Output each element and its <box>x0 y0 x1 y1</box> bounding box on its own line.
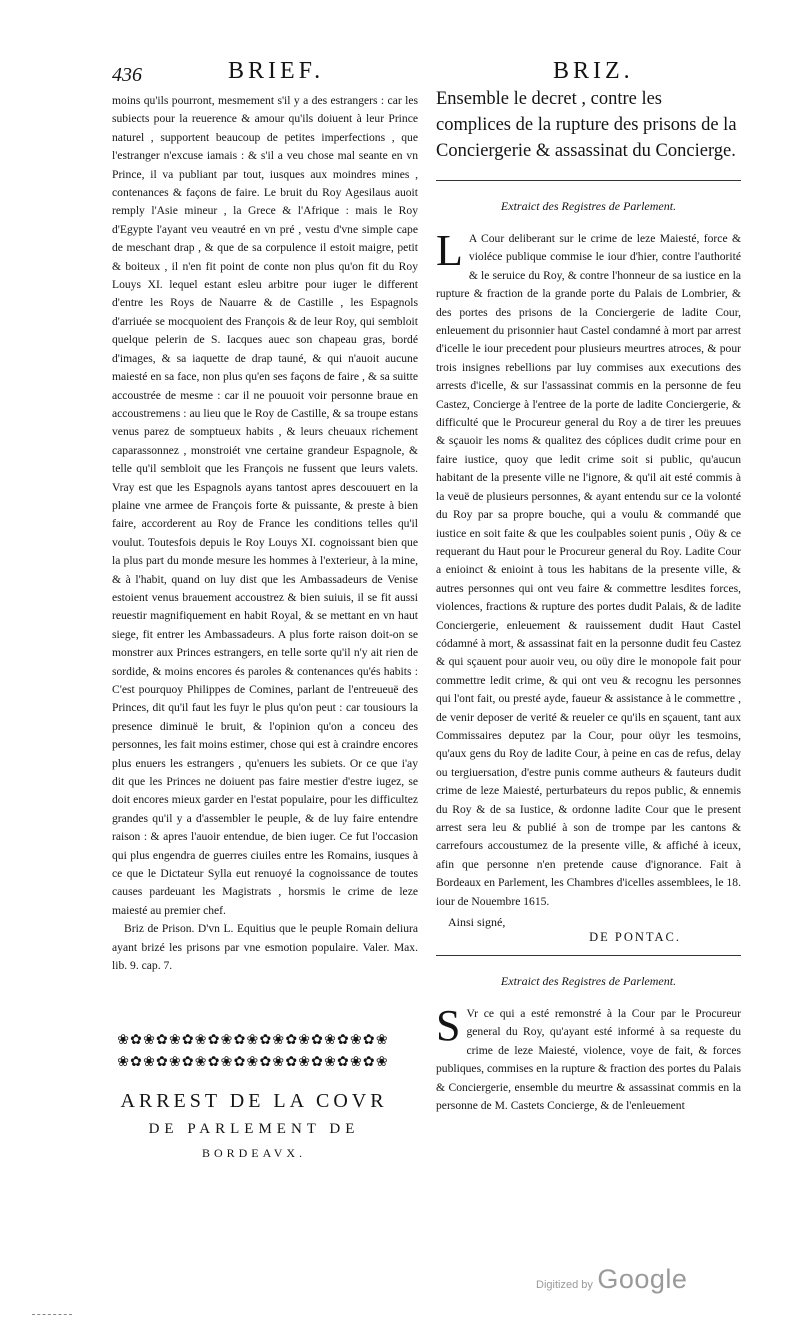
dropcap-letter-2: S <box>436 1001 461 1051</box>
running-head-left: BRIEF. <box>228 58 325 84</box>
google-logo: Google <box>597 1264 688 1294</box>
running-head-right: BRIZ. <box>553 58 634 84</box>
signed-label: Ainsi signé, <box>448 915 506 930</box>
left-paragraph-main: moins qu'ils pourront, mesmement s'il y a des estrangers : car les subiects pour la reuerence & amour qu'ils doiuent à leur Prince naturel , supportent beaucoup de petites imperfections , que l'estranger n'excuse iamais : & s'il a veu chose mal seante en vn Prince, il va publiant par tout, iusques aux moindres mines , contenances & façons de faire. Le bruit du Roy Agesilaus auoit remply l'Asie mineur , la Grece & l'Afrique : mais le Roy d'Egypte l'ayant veu veautré en vn pré , vestu d'vne simple cape de meschant drap , & que de sa corpulence il estoit maigre, petit & boiteux , il n'en fit point de conte non plus qu'on fit du Roy Louys XI. lequel estant esleu arbitre pour iuger le different d'entre les Roys de Nauarre & de Castille , les Espagnols d'arriuée se mocquoient des François & de leur Roy, qui sembloit quelque pelerin de S. Iacques auec son chapeau gras, bordé d'images, & sa iaquette de drap tauné, & qui n'auoit aucune maiesté en sa face, non plus qu'en ses façons de faire , & sa suitte accoustrée de mesme : car il ne pouuoit voir personne braue en accoustremens : au lieu que le Roy de Castille, & sa troupe estans venus parez de somptueux habits , & leurs cheuaux richement caparassonnez , monstroiét vne certaine grandeur Espagnole, & telle qu'il sembloit que les François ne fussent que leurs valets. Vray est que les Espagnols ayans tantost apres descouuert en la plaine vne armee de François forte & puissante, & preste à bien faire, accorderent au Roy de France les conditions telles qu'il voulut. Toutesfois depuis le Roy Louys XI. cognoissant bien que la plus part du monde mesure les hommes à l'exterieur, à la mine, & à l'habit, quand on luy dist que les Ambassadeurs de Venise estoient venus brauement accoustrez & bien suiuis, il se fit aussi reuestir magnifiquement en habit Royal, & se mettant en vn haut siege, fit entrer les Ambassadeurs. A plus forte raison doit-on se monstrer aux Princes estrangers, en telle sorte qu'il n'y ait rien de sordide, & moins encores és paroles & contenances qu'és habits : C'est pourquoy Philippes de Comines, parlant de l'entreueuë des Princes, dit qu'il faut les fuyr le plus qu'on peut : car tousiours la presence diminuë le bruit, & l'opinion qu'on a conceu des personnes, les fait moins estimer, chose qui est à craindre encores plus enuers les estrangers , qu'enuers les subiets. Or ce que i'ay dit que les Princes ne doiuent pas faire mestier d'estre iugez, se doit encores mieux garder en l'estat populaire, pour les difficultez grandes qu'il y a d'assembler le peuple, & de luy faire entendre raison : & apres l'auoir entendue, de bien iuger. Ce fut l'occasion qui plus engendra de guerres ciuiles entre les Romains, iusques à ce que le Dictateur Sylla eut renuoyé la cognoissance de toutes causes pardeuant les Magistrats , horsmis le crime de leze maiesté au premier chef. <box>112 94 418 917</box>
fleuron-ornament <box>108 1030 398 1076</box>
decree-title: Ensemble le decret , contre les complices de la rupture des prisons de la Conciergerie & assassinat du Concierge. <box>436 89 737 161</box>
right-column <box>436 86 741 1115</box>
edge-dash <box>32 1314 72 1315</box>
watermark-prefix: Digitized by <box>536 1279 593 1291</box>
extrait-heading-1: Extraict des Registres de Parlement. <box>500 199 677 213</box>
dropcap-letter-1: L <box>436 226 463 275</box>
signature: DE PONTAC. <box>589 930 681 945</box>
divider-rule <box>436 180 741 181</box>
page-number: 436 <box>112 64 142 86</box>
left-column <box>112 92 418 976</box>
decree-body-1 <box>436 226 741 911</box>
left-paragraph-briz: Briz de Prison. D'vn L. Equitius que le peuple Romain deliura ayant brizé les prisons par vne esmotion populaire. Valer. Max. lib. 9. cap. 7. <box>112 922 418 973</box>
ornament-row-1: ❀✿❀✿❀✿❀✿❀✿❀✿❀✿❀✿❀✿❀✿❀ <box>117 1033 389 1048</box>
arrest-title-line-2: DE PARLEMENT DE <box>148 1121 360 1137</box>
ornament-row-2: ❀✿❀✿❀✿❀✿❀✿❀✿❀✿❀✿❀✿❀✿❀ <box>117 1055 389 1070</box>
arrest-title-line-1: ARREST DE LA COVR <box>120 1090 388 1112</box>
divider-rule-2 <box>436 955 741 956</box>
arrest-title-line-3: BORDEAVX. <box>201 1146 307 1160</box>
extrait-heading-2: Extraict des Registres de Parlement. <box>500 974 677 989</box>
decree-body-2 <box>436 1001 741 1115</box>
decree-text-1: A Cour deliberant sur le crime de leze Maiesté, force & violéce publique commise le iour d'hier, contre l'authorité & le seruice du Roy, & contre l'honneur de sa iustice en la rupture & fraction de la grande porte du Palais de Lombrier, & des portes des prisons de la Conciergerie de ladite Cour, enleuement du prisonnier haut Castel condamné à mort par arrest d'icelle le iour precedent pour plusieurs meurtres atroces, & pour trois insignes rebellions par luy commises aux executions des arrests d'icelle, & sur l'assassinat commis en la personne de feu Castez, Concierge à l'entree de la porte de ladite Conciergerie, & difficulté que le Procureur general du Roy a de tirer les preuues & sçauoir les noms & qualitez des cóplices dudit crime pour en faire iustice, quoy que ledit crime soit si public, qu'aucun habitant de la presente ville ne l'ignore, & qu'il ait esté commis à la veuë de plusieurs personnes, & ayant entendu sur ce la volonté du Roy par sa propre bouche, qui a voulu & commandé que iustice en soit faite & que les coulpables soient punis , Oüy & ce requerant du Haut pour le Procureur general du Roy. Ladite Cour a enioinct & enioint à tous les habitans de la presente ville, & autres personnes qui ont veu faire & commettre lesdites forces, violences, fractions & rupture des portes dudit Palais, & de ladite Conciergerie, enleuement & rauissement dudit Haut Castel códamné à mort, & assassinat fait en la personne dudit feu Castez & qui sçauent pour auoir veu, ou oüy dire le monopole fait pour commettre ledit crime, & qui ont veu & recognu les personnes qui l'ont fait, ou presté ayde, faueur & assistance à le commettre , de venir deposer de verité & reueler ce qu'ils en sçauent, tant aux Commissaires deputez par la Cour, pour oüyr les tesmoins, qu'aux gens du Roy de ladite Cour, à peine en cas de refus, delay ou tergiuersation, d'estre punis comme autheurs & fauteurs dudit crime de leze Maiesté, perturbateurs du repos public, & ennemis du Roy & de sa Iustice, & ordonne ladite Cour que le present arrest sera leu & publié à son de trompe par les cantons & carrefours accoustumez de la presente ville, & affiché à iceux, afin que personne n'en pretende cause d'ignorance. Fait à Bordeaux en Parlement, les Chambres d'icelles assemblees, le 18. iour de Nouembre 1615. <box>436 232 741 908</box>
decree-text-2: Vr ce qui a esté remonstré à la Cour par le Procureur general du Roy, qu'ayant esté informé à sa requeste du crime de leze Maiesté, violence, voye de fait, & forces publiques, commises en la rupture & fraction des portes du Palais & Conciergerie, ensemble du meurtre & assassinat commis en la personne de M. Castets Concierge, & de l'enleuement <box>436 1007 741 1113</box>
digitization-watermark <box>536 1264 687 1295</box>
